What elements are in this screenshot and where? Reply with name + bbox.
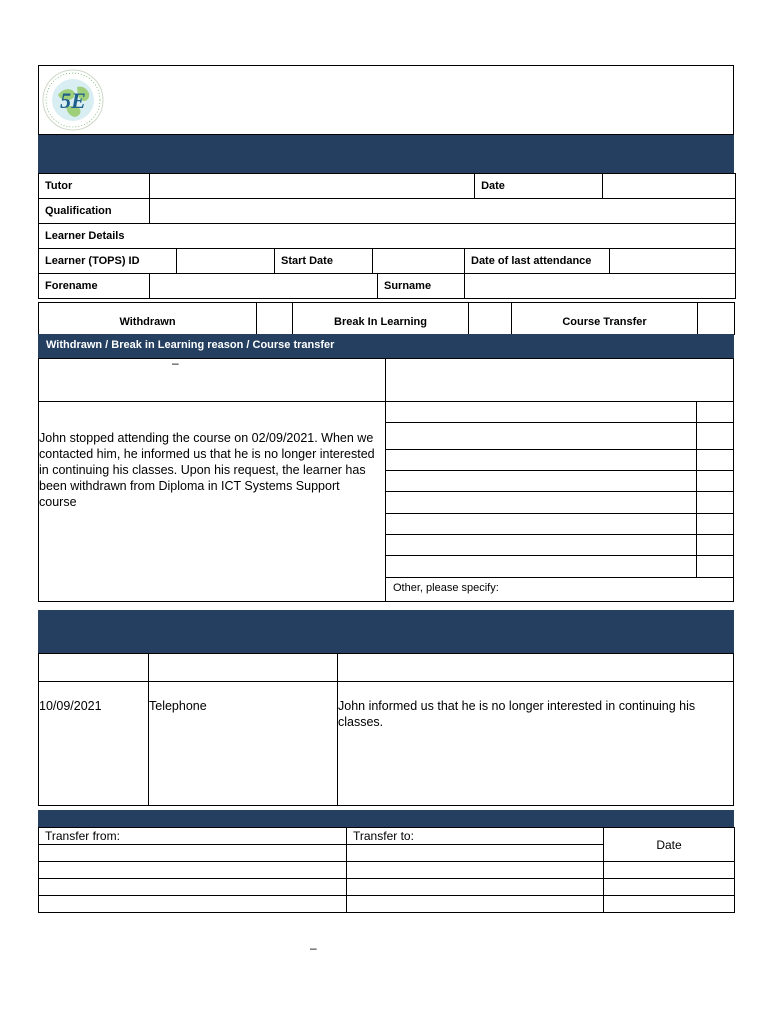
learner-id-label: Learner (TOPS) ID — [39, 249, 177, 274]
course-transfer-checkbox[interactable] — [698, 303, 735, 335]
checklist-row-line — [385, 470, 734, 471]
transfer-from-field[interactable] — [39, 896, 347, 913]
qualification-field[interactable] — [150, 199, 736, 224]
logo-globe-icon — [40, 67, 106, 133]
surname-label: Surname — [378, 274, 465, 299]
reason-header-text: Withdrawn / Break in Learning reason / Course transfer — [46, 339, 335, 351]
reason-vertical-divider — [385, 358, 386, 602]
break-in-learning-label: Break In Learning — [293, 303, 469, 335]
forename-field[interactable] — [150, 274, 378, 299]
tutor-label: Tutor — [39, 174, 150, 199]
checklist-row-line — [385, 422, 734, 423]
form-header-box — [38, 65, 734, 135]
checklist-row-line — [385, 555, 734, 556]
contact-log-date: 10/09/2021 — [39, 699, 102, 713]
transfer-to-field[interactable] — [347, 862, 604, 879]
withdrawn-checkbox[interactable] — [257, 303, 293, 335]
contact-log-notes: John informed us that he is no longer interested in continuing his classes. — [338, 699, 696, 729]
checklist-row-line — [385, 577, 734, 578]
transfer-to-field[interactable] — [347, 896, 604, 913]
transfer-from-field[interactable] — [39, 879, 347, 896]
date-field[interactable] — [603, 174, 736, 199]
transfer-header — [38, 810, 734, 827]
checklist-column-divider — [696, 401, 697, 577]
transfer-from-label: Transfer from: — [39, 828, 347, 845]
break-in-learning-checkbox[interactable] — [469, 303, 512, 335]
forename-label: Forename — [39, 274, 150, 299]
transfer-date-field[interactable] — [604, 862, 735, 879]
reason-description: John stopped attending the course on 02/09/2021. When we contacted him, he informed us that he is no longer interested in continuing his classes. Upon his request, the learner has been withdrawn from Diploma in ICT Systems Support course — [39, 431, 375, 509]
transfer-to-field[interactable] — [347, 879, 604, 896]
contact-log-method: Telephone — [149, 699, 207, 713]
transfer-date-label: Date — [604, 828, 735, 862]
checklist-row-line — [385, 534, 734, 535]
tutor-field[interactable] — [150, 174, 475, 199]
learner-id-field[interactable] — [177, 249, 275, 274]
last-attendance-field[interactable] — [610, 249, 736, 274]
start-date-field[interactable] — [373, 249, 465, 274]
other-specify-label: Other, please specify: — [393, 582, 499, 594]
learner-details-table — [38, 173, 736, 299]
logo — [40, 67, 106, 133]
contact-log-header — [38, 610, 734, 653]
surname-field[interactable] — [465, 274, 736, 299]
qualification-label: Qualification — [39, 199, 150, 224]
transfer-from-field[interactable] — [39, 862, 347, 879]
transfer-table — [38, 827, 735, 913]
start-date-label: Start Date — [275, 249, 373, 274]
checklist-row-line — [385, 491, 734, 492]
title-bar — [38, 135, 734, 173]
status-options-table — [38, 302, 735, 335]
footer-dash: – — [310, 941, 317, 955]
date-label: Date — [475, 174, 603, 199]
withdrawn-label: Withdrawn — [39, 303, 257, 335]
reason-horizontal-divider — [38, 401, 734, 402]
contact-log-col-divider — [148, 653, 149, 806]
contact-log-header-row-line — [38, 681, 734, 682]
course-transfer-label: Course Transfer — [512, 303, 698, 335]
learner-details-label: Learner Details — [39, 224, 736, 249]
transfer-from-field[interactable] — [39, 845, 347, 862]
transfer-date-field[interactable] — [604, 896, 735, 913]
checklist-row-line — [385, 513, 734, 514]
transfer-to-label: Transfer to: — [347, 828, 604, 845]
transfer-date-field[interactable] — [604, 879, 735, 896]
checklist-row-line — [385, 449, 734, 450]
reason-dash: – — [172, 356, 179, 370]
last-attendance-label: Date of last attendance — [465, 249, 610, 274]
svg-text:5E: 5E — [60, 88, 86, 113]
transfer-to-field[interactable] — [347, 845, 604, 862]
